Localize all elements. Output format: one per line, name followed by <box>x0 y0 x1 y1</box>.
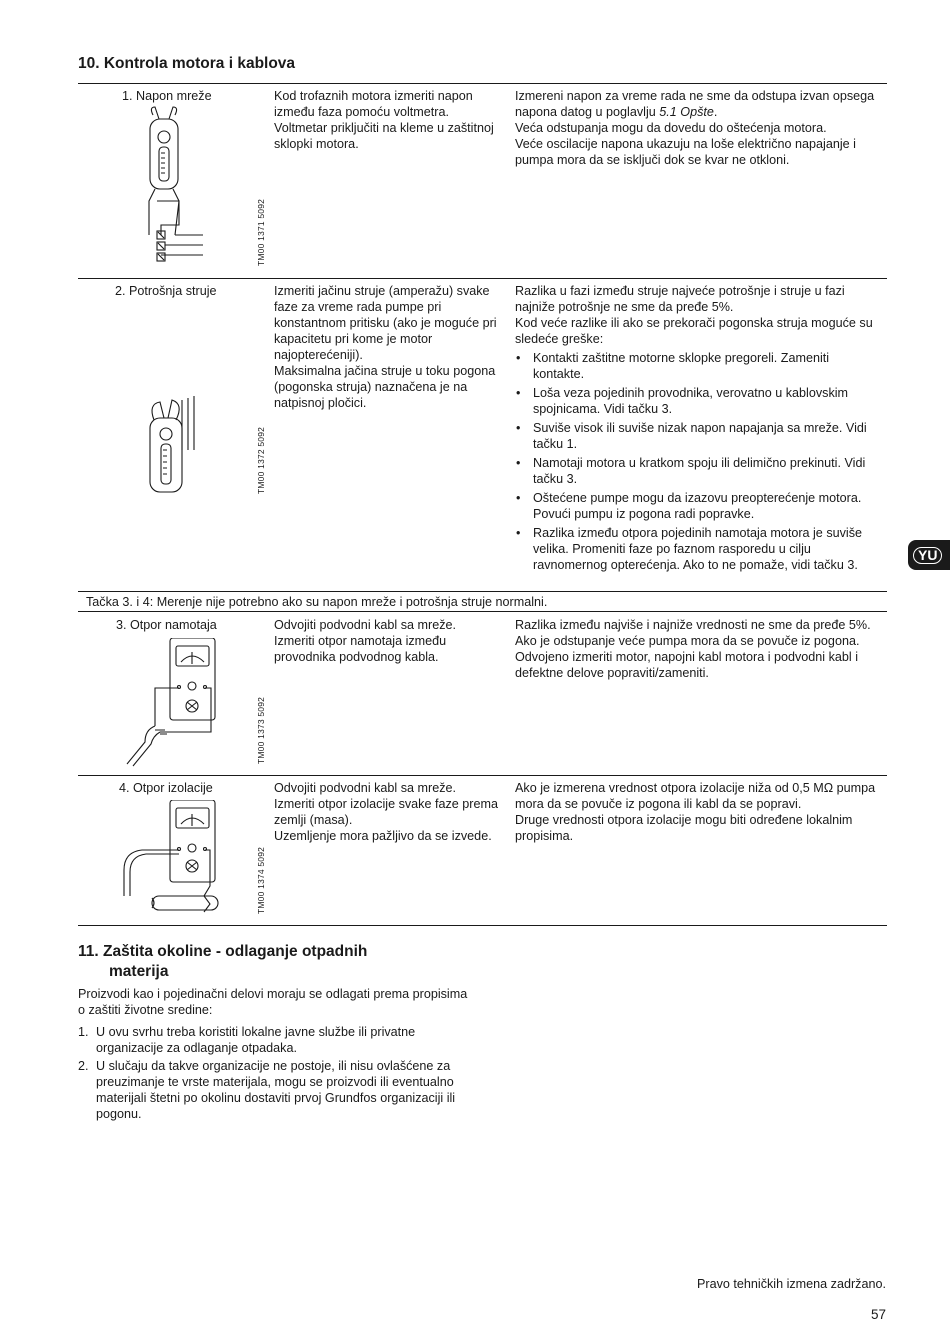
list-item: • Kontakti zaštitne motorne sklopke pregoreli. Zameniti kontakte. <box>515 350 883 382</box>
row-3-label: 3. Otpor namotaja <box>116 618 217 632</box>
row-3-figure-code: TM00 1373 5092 <box>256 696 266 764</box>
row-divider <box>78 775 887 776</box>
row-divider <box>78 278 887 279</box>
ohmmeter-insulation-illustration <box>112 800 222 920</box>
row-divider <box>78 591 887 592</box>
list-item: • Razlika između otpora pojedinih namotaja motora je suviše velika. Promeniti faze po faznom rasporedu u cilju ravnomernog opterećenja. Ako to ne pomaže, vidi tačku 3. <box>515 525 883 573</box>
list-item: • Namotaji motora u kratkom spoju ili delimično prekinuti. Vidi tačku 3. <box>515 455 883 487</box>
voltmeter-clamp-illustration <box>135 105 210 270</box>
list-item: 2. U slučaju da takve organizacije ne postoje, ili nisu ovlašćene za preuzimanje te vrste materijala, mogu se proizvodi ili eventualno materijali štetni po okolinu dostaviti prvoj Grundfos organizaciji ili pogonu. <box>78 1059 456 1121</box>
row-2-label: 2. Potrošnja struje <box>115 284 217 298</box>
table-bottom-rule <box>78 925 887 926</box>
row-4-instructions: Odvojiti podvodni kabl sa mreže. Izmeriti otpor izolacije svake faze prema zemlji (masa). Uzemljenje mora pažljivo da se izvede. <box>274 781 498 843</box>
row-4-notes: Ako je izmerena vrednost otpora izolacije niža od 0,5 MΩ pumpa mora da se povuče iz pogona ili kabl da se popravi. Druge vrednosti otpora izolacije mogu biti određene lokalnim propisima. <box>515 781 876 843</box>
measurement-note: Tačka 3. i 4: Merenje nije potrebno ako su napon mreže i potrošnja struje normalni. <box>86 595 548 609</box>
list-item: • Oštećene pumpe mogu da izazovu preopterećenje motora. Povući pumpu iz pogona radi popravke. <box>515 490 883 522</box>
row-3-instructions: Odvojiti podvodni kabl sa mreže. Izmeriti otpor namotaja između provodnika podvodnog kabla. <box>274 618 457 664</box>
list-item: 1. U ovu svrhu treba koristiti lokalne javne službe ili privatne organizacije za odlaganje otpadaka. <box>78 1025 416 1055</box>
section-10-title: 10. Kontrola motora i kablova <box>78 55 296 72</box>
row-1-notes: Izmereni napon za vreme rada ne sme da odstupa izvan opsega napona datog u poglavlju 5.1 Opšte. Veća odstupanja mogu da dovedu do oštećenja motora. Veće oscilacije napona ukazuju na loše električno napajanje i pumpa mora da se isključi dok se kvar ne otkloni. <box>515 89 875 167</box>
row-4-label: 4. Otpor izolacije <box>119 781 213 795</box>
disposal-list <box>78 1024 468 1124</box>
row-2-figure-code: TM00 1372 5092 <box>256 426 266 494</box>
footer-note: Pravo tehničkih izmena zadržano. <box>696 1277 886 1291</box>
section-reference: 5.1 Opšte <box>659 105 714 119</box>
list-item: • Suviše visok ili suviše nizak napon napajanja sa mreže. Vidi tačku 1. <box>515 420 883 452</box>
row-1-label: 1. Napon mreže <box>122 89 212 103</box>
language-tab: YU <box>908 540 950 570</box>
row-1-figure-code: TM00 1371 5092 <box>256 198 266 266</box>
row-1-instructions: Kod trofaznih motora izmeriti napon između faza pomoću voltmetra. Voltmetar priključiti na kleme u zaštitnoj sklopki motora. <box>274 89 494 151</box>
possible-faults-list <box>515 350 883 573</box>
table-top-rule <box>78 83 887 84</box>
section-11-intro: Proizvodi kao i pojedinačni delovi moraju se odlagati prema propisima o zaštiti životne sredine: <box>78 987 468 1017</box>
section-11-title: 11. Zaštita okoline - odlaganje otpadnih materija <box>78 943 368 980</box>
row-3-notes: Razlika između najviše i najniže vrednosti ne sme da pređe 5%. Ako je odstupanje veće pumpa mora da se povuče iz pogona. Odvojeno izmeriti motor, napojni kabl motora i podvodni kabl i defektne delove popraviti/zameniti. <box>515 618 871 680</box>
page-number: 57 <box>870 1307 886 1322</box>
row-4-figure-code: TM00 1374 5092 <box>256 846 266 914</box>
row-2-notes: Razlika u fazi između struje najveće potrošnje i struje u fazi najniže potrošnje ne sme da pređe 5%. Kod veće razlike ili ako se prekorači pogonska struja moguće su sledeće greške: • Kontakti zaštitne motorne sklopke pregoreli. Zameniti kontakte. • Loša veza pojedinih provodnika, verovatno u kablovskim spojnicama. Vidi tačku 3. • Suviše visok ili suviše nizak napon napajanja sa mreže. Vidi tačku 1. • Namotaji motora u kratkom spoju ili delimično prekinuti. Vidi tačku 3. • Oštećene pumpe mogu da izazovu preopterećenje motora. Povući pumpu iz pogona radi popravke. • Razlika između otpora pojedinih namotaja motora je suviše velika. Promeniti faze po faznom rasporedu u cilju ravnomernog opterećenja. Ako to ne pomaže, vidi tačku 3. <box>515 283 883 573</box>
ohmmeter-winding-illustration <box>115 638 220 768</box>
list-item: • Loša veza pojedinih provodnika, verovatno u kablovskim spojnicama. Vidi tačku 3. <box>515 385 883 417</box>
row-2-instructions: Izmeriti jačinu struje (amperažu) svake faze za vreme rada pumpe pri konstantnom pritisku (ako je moguće pri kapacitetu pri kome je motor najopterećeniji). Maksimalna jačina struje u toku pogona (pogonska struja) naznačena je na natpisnoj pločici. <box>274 284 497 410</box>
ammeter-clamp-illustration <box>140 390 210 500</box>
row-divider <box>78 611 887 612</box>
